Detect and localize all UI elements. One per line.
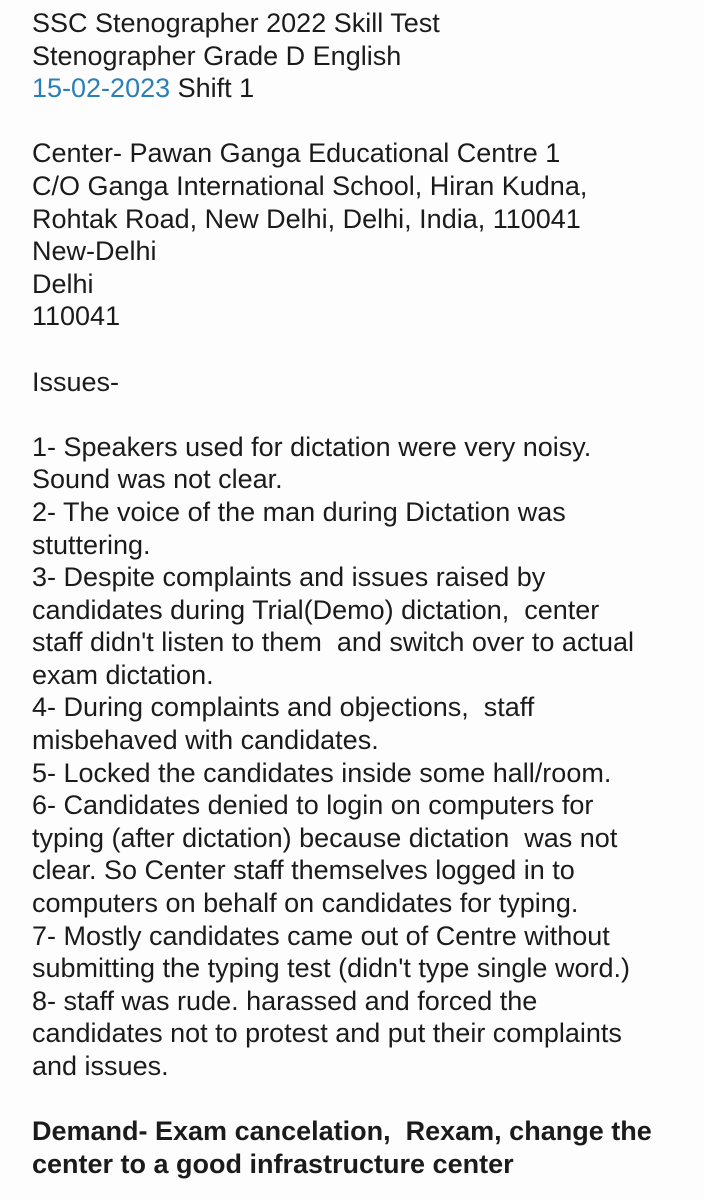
- issue-line: 5- Locked the candidates inside some hall/room.: [32, 757, 612, 788]
- address-line: C/O Ganga International School, Hiran Kudna,: [32, 170, 588, 201]
- shift-label: Shift 1: [170, 73, 255, 104]
- address-line: 110041: [32, 301, 121, 332]
- issue-line: 7- Mostly candidates came out of Centre without: [32, 920, 610, 951]
- issue-line: and issues.: [32, 1051, 169, 1081]
- spacer: [32, 1083, 684, 1116]
- issue-line: submitting the typing test (didn't type single word.): [32, 953, 630, 984]
- header-title: SSC Stenographer 2022 Skill Test: [32, 8, 440, 38]
- spacer: [32, 398, 684, 431]
- address-line: Center- Pawan Ganga Educational Centre 1: [32, 138, 561, 169]
- issue-line: 1- Speakers used for dictation were very noisy.: [32, 431, 592, 462]
- issue-line: 6- Candidates denied to login on computers for: [32, 790, 594, 821]
- issue-line: Sound was not clear.: [32, 464, 283, 495]
- address-line: New-Delhi: [32, 236, 157, 267]
- spacer: [32, 333, 684, 366]
- issue-line: 3- Despite complaints and issues raised by: [32, 562, 546, 593]
- issue-line: clear. So Center staff themselves logged in to: [32, 855, 575, 886]
- issue-line: computers on behalf on candidates for typing.: [32, 888, 579, 919]
- issues-heading: Issues-: [32, 366, 120, 397]
- header-subtitle: Stenographer Grade D English: [32, 40, 402, 71]
- header-date-shift: [32, 72, 684, 105]
- address-block: [32, 137, 684, 333]
- issue-line: stuttering.: [32, 529, 151, 560]
- issue-line: typing (after dictation) because dictation was not: [32, 822, 618, 853]
- issue-line: candidates not to protest and put their complaints: [32, 1018, 622, 1049]
- issue-line: exam dictation.: [32, 659, 214, 690]
- address-line: Delhi: [32, 268, 94, 299]
- issue-line: misbehaved with candidates.: [32, 725, 379, 756]
- address-line: Rohtak Road, New Delhi, Delhi, India, 110041: [32, 203, 581, 234]
- issue-line: candidates during Trial(Demo) dictation, center: [32, 594, 600, 625]
- issue-line: 4- During complaints and objections, staff: [32, 692, 535, 723]
- issues-list: [32, 431, 684, 1083]
- demand-block: [32, 1115, 684, 1180]
- demand-line: Demand- Exam cancelation, Rexam, change the: [32, 1116, 652, 1147]
- spacer: [32, 105, 684, 138]
- issue-line: 8- staff was rude. harassed and forced the: [32, 985, 538, 1016]
- demand-line: center to a good infrastructure center: [32, 1148, 514, 1179]
- date-link[interactable]: 15-02-2023: [32, 73, 171, 104]
- issue-line: staff didn't listen to them and switch over to actual: [32, 627, 634, 658]
- issue-line: 2- The voice of the man during Dictation was: [32, 496, 566, 527]
